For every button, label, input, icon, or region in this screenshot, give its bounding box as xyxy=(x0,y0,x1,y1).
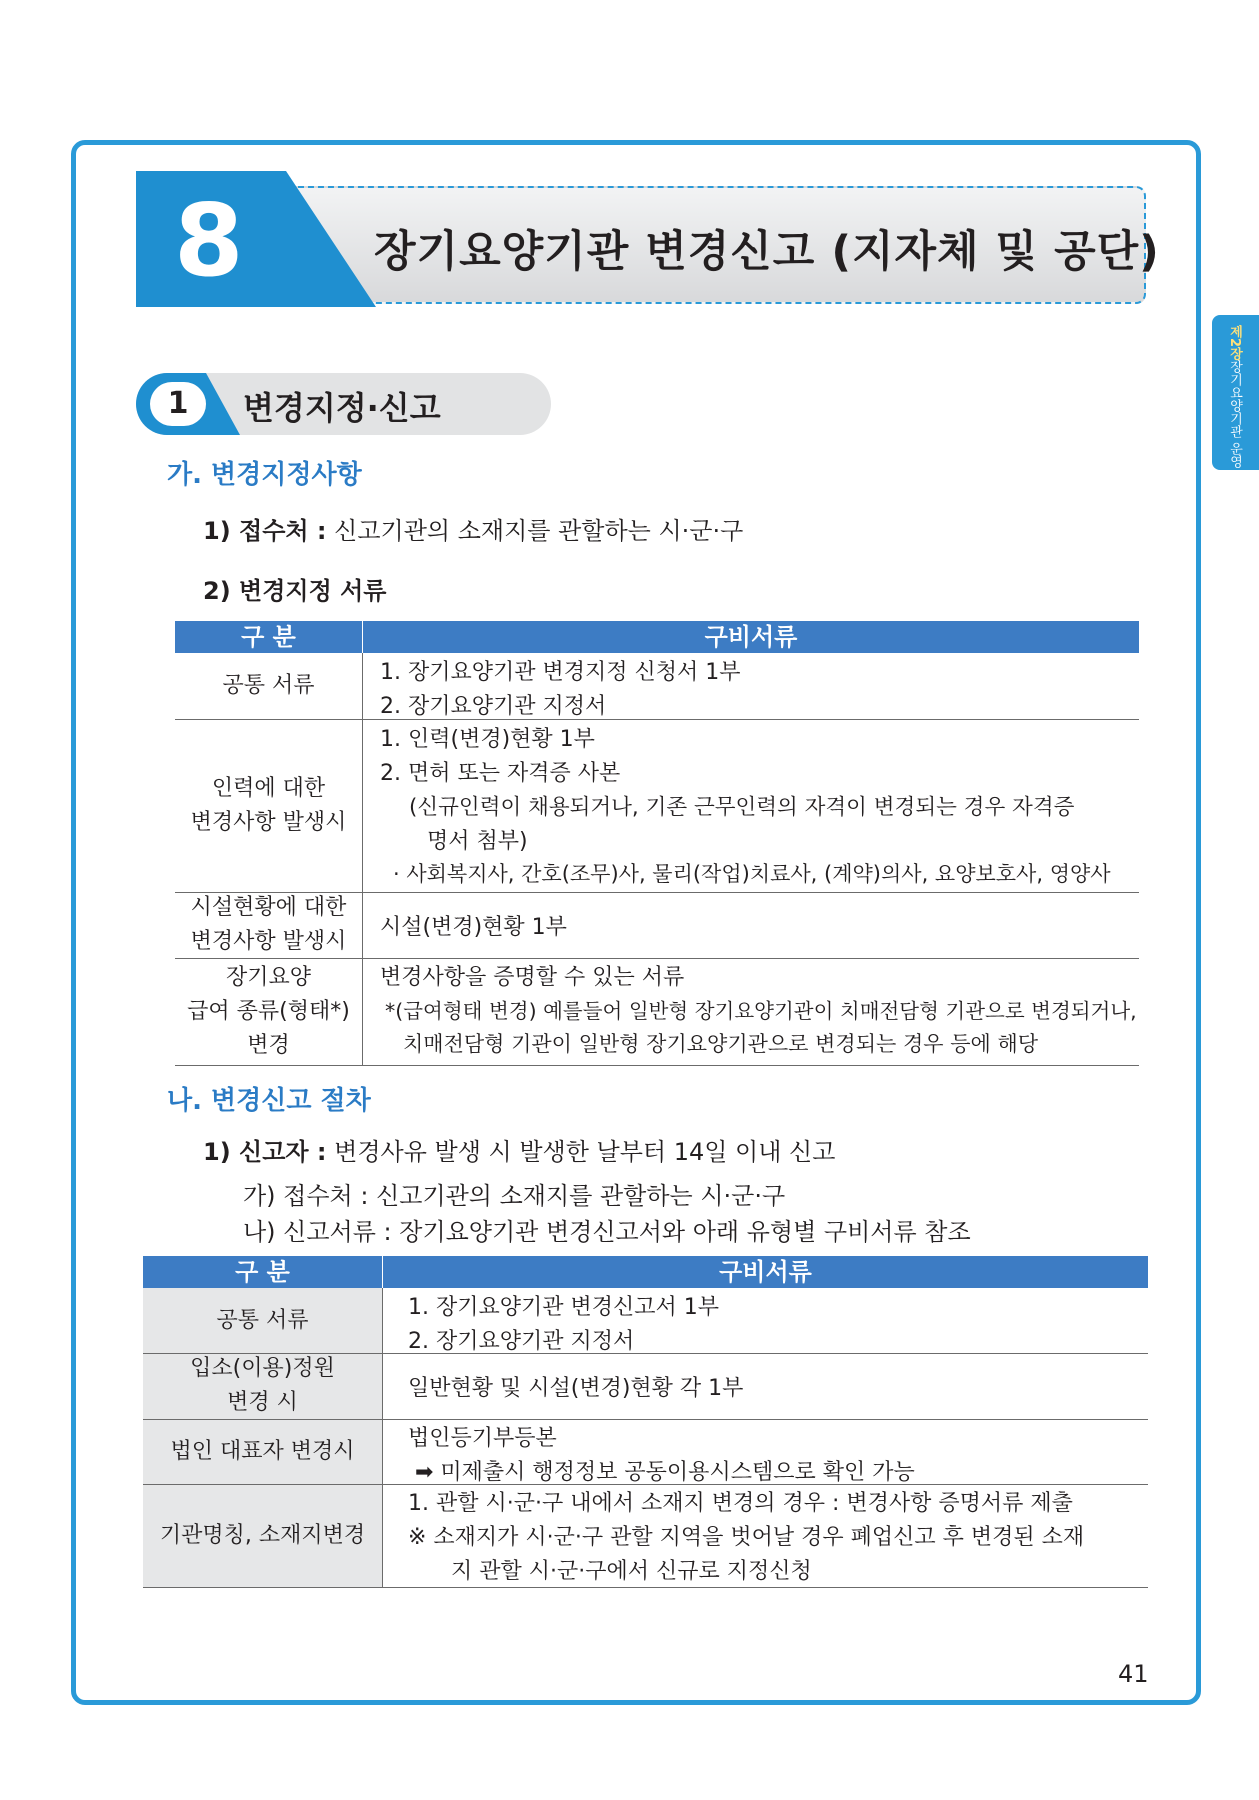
side-tab-title: 장기요양기관 운영 xyxy=(1227,360,1242,469)
table-row-line: · 사회복지사, 간호(조무)사, 물리(작업)치료사, (계약)의사, 요양보호사, 영양사 xyxy=(393,862,1111,886)
table-row-category: 공통 서류 xyxy=(222,673,315,698)
table-row-category: 인력에 대한 변경사항 발생시 xyxy=(190,775,347,835)
table-row-line: *(급여형태 변경) 예를들어 일반형 장기요양기관이 치매전담형 기관으로 변경되거나, xyxy=(385,999,1137,1023)
table-row-line: 지 관할 시·군·구에서 신규로 지정신청 xyxy=(451,1559,812,1584)
reporter-text: 변경사유 발생 시 발생한 날부터 14일 이내 신고 xyxy=(334,1138,836,1166)
designation-docs-label: 2) 변경지정 서류 xyxy=(203,577,387,605)
reporter-line xyxy=(203,1132,835,1167)
table-header-category: 구 분 xyxy=(175,621,362,653)
side-tab-chapter: 제2장 xyxy=(1227,325,1242,361)
table-row-line: 1. 장기요양기관 변경신고서 1부 xyxy=(408,1295,719,1320)
table-row-line: 1. 인력(변경)현황 1부 xyxy=(380,727,595,752)
section-title: 변경지정·신고 xyxy=(243,389,441,427)
table-row-category: 입소(이용)정원 변경 시 xyxy=(190,1356,335,1415)
chapter-number: 8 xyxy=(174,182,244,299)
chapter-side-tab[interactable] xyxy=(1212,315,1259,470)
table-row-line: (신규인력이 채용되거나, 기존 근무인력의 자격이 변경되는 경우 자격증 xyxy=(409,795,1075,820)
subsection-heading-ga: 가. 변경지정사항 xyxy=(167,460,362,490)
table-row-line: ➡ 미제출시 행정정보 공동이용시스템으로 확인 가능 xyxy=(415,1460,915,1485)
table-header-docs: 구비서류 xyxy=(383,1256,1148,1288)
table-row-line: 1. 관할 시·군·구 내에서 소재지 변경의 경우 : 변경사항 증명서류 제출 xyxy=(408,1491,1073,1516)
designation-docs-table xyxy=(175,621,1139,1066)
table-row-category: 기관명칭, 소재지변경 xyxy=(159,1522,366,1548)
table-row-line: 2. 면허 또는 자격증 사본 xyxy=(380,761,621,786)
reception-office-line xyxy=(203,511,743,546)
reporter-label: 1) 신고자 : xyxy=(203,1138,327,1166)
table-header-docs: 구비서류 xyxy=(363,621,1139,653)
table-row-category: 장기요양 급여 종류(형태*) 변경 xyxy=(187,964,350,1058)
table-row-line: 법인등기부등본 xyxy=(408,1426,557,1451)
table-row-line: 명서 첨부) xyxy=(427,829,528,854)
table-row-category: 시설현황에 대한 변경사항 발생시 xyxy=(190,895,347,954)
report-docs-table xyxy=(143,1256,1148,1588)
table-row-category: 공통 서류 xyxy=(216,1307,309,1333)
side-tab-text xyxy=(1226,325,1243,468)
sub-item-na: 나) 신고서류 : 장기요양기관 변경신고서와 아래 유형별 구비서류 참조 xyxy=(243,1218,971,1246)
table-row-line: 2. 장기요양기관 지정서 xyxy=(408,1329,635,1354)
sub-item-ga: 가) 접수처 : 신고기관의 소재지를 관할하는 시·군·구 xyxy=(243,1182,786,1210)
table-row-category: 법인 대표자 변경시 xyxy=(170,1438,355,1464)
table-row-line: 1. 장기요양기관 변경지정 신청서 1부 xyxy=(380,660,741,685)
table-row-line: 일반현황 및 시설(변경)현황 각 1부 xyxy=(408,1376,744,1401)
table-row-line: 변경사항을 증명할 수 있는 서류 xyxy=(380,965,685,990)
table-header-category: 구 분 xyxy=(143,1256,382,1288)
page-number: 41 xyxy=(1118,1660,1149,1688)
reception-text: 신고기관의 소재지를 관할하는 시·군·구 xyxy=(334,517,744,545)
section-number: 1 xyxy=(167,386,189,421)
table-row-line: 시설(변경)현황 1부 xyxy=(380,915,567,940)
table-row-line: 치매전담형 기관이 일반형 장기요양기관으로 변경되는 경우 등에 해당 xyxy=(403,1032,1039,1056)
subsection-heading-na: 나. 변경신고 절차 xyxy=(167,1086,371,1116)
table-row-line: ※ 소재지가 시·군·구 관할 지역을 벗어날 경우 폐업신고 후 변경된 소재 xyxy=(408,1525,1085,1550)
table-row-line: 2. 장기요양기관 지정서 xyxy=(380,694,607,719)
chapter-title: 장기요양기관 변경신고 (지자체 및 공단) xyxy=(374,227,1160,277)
reception-label: 1) 접수처 : xyxy=(203,517,327,545)
